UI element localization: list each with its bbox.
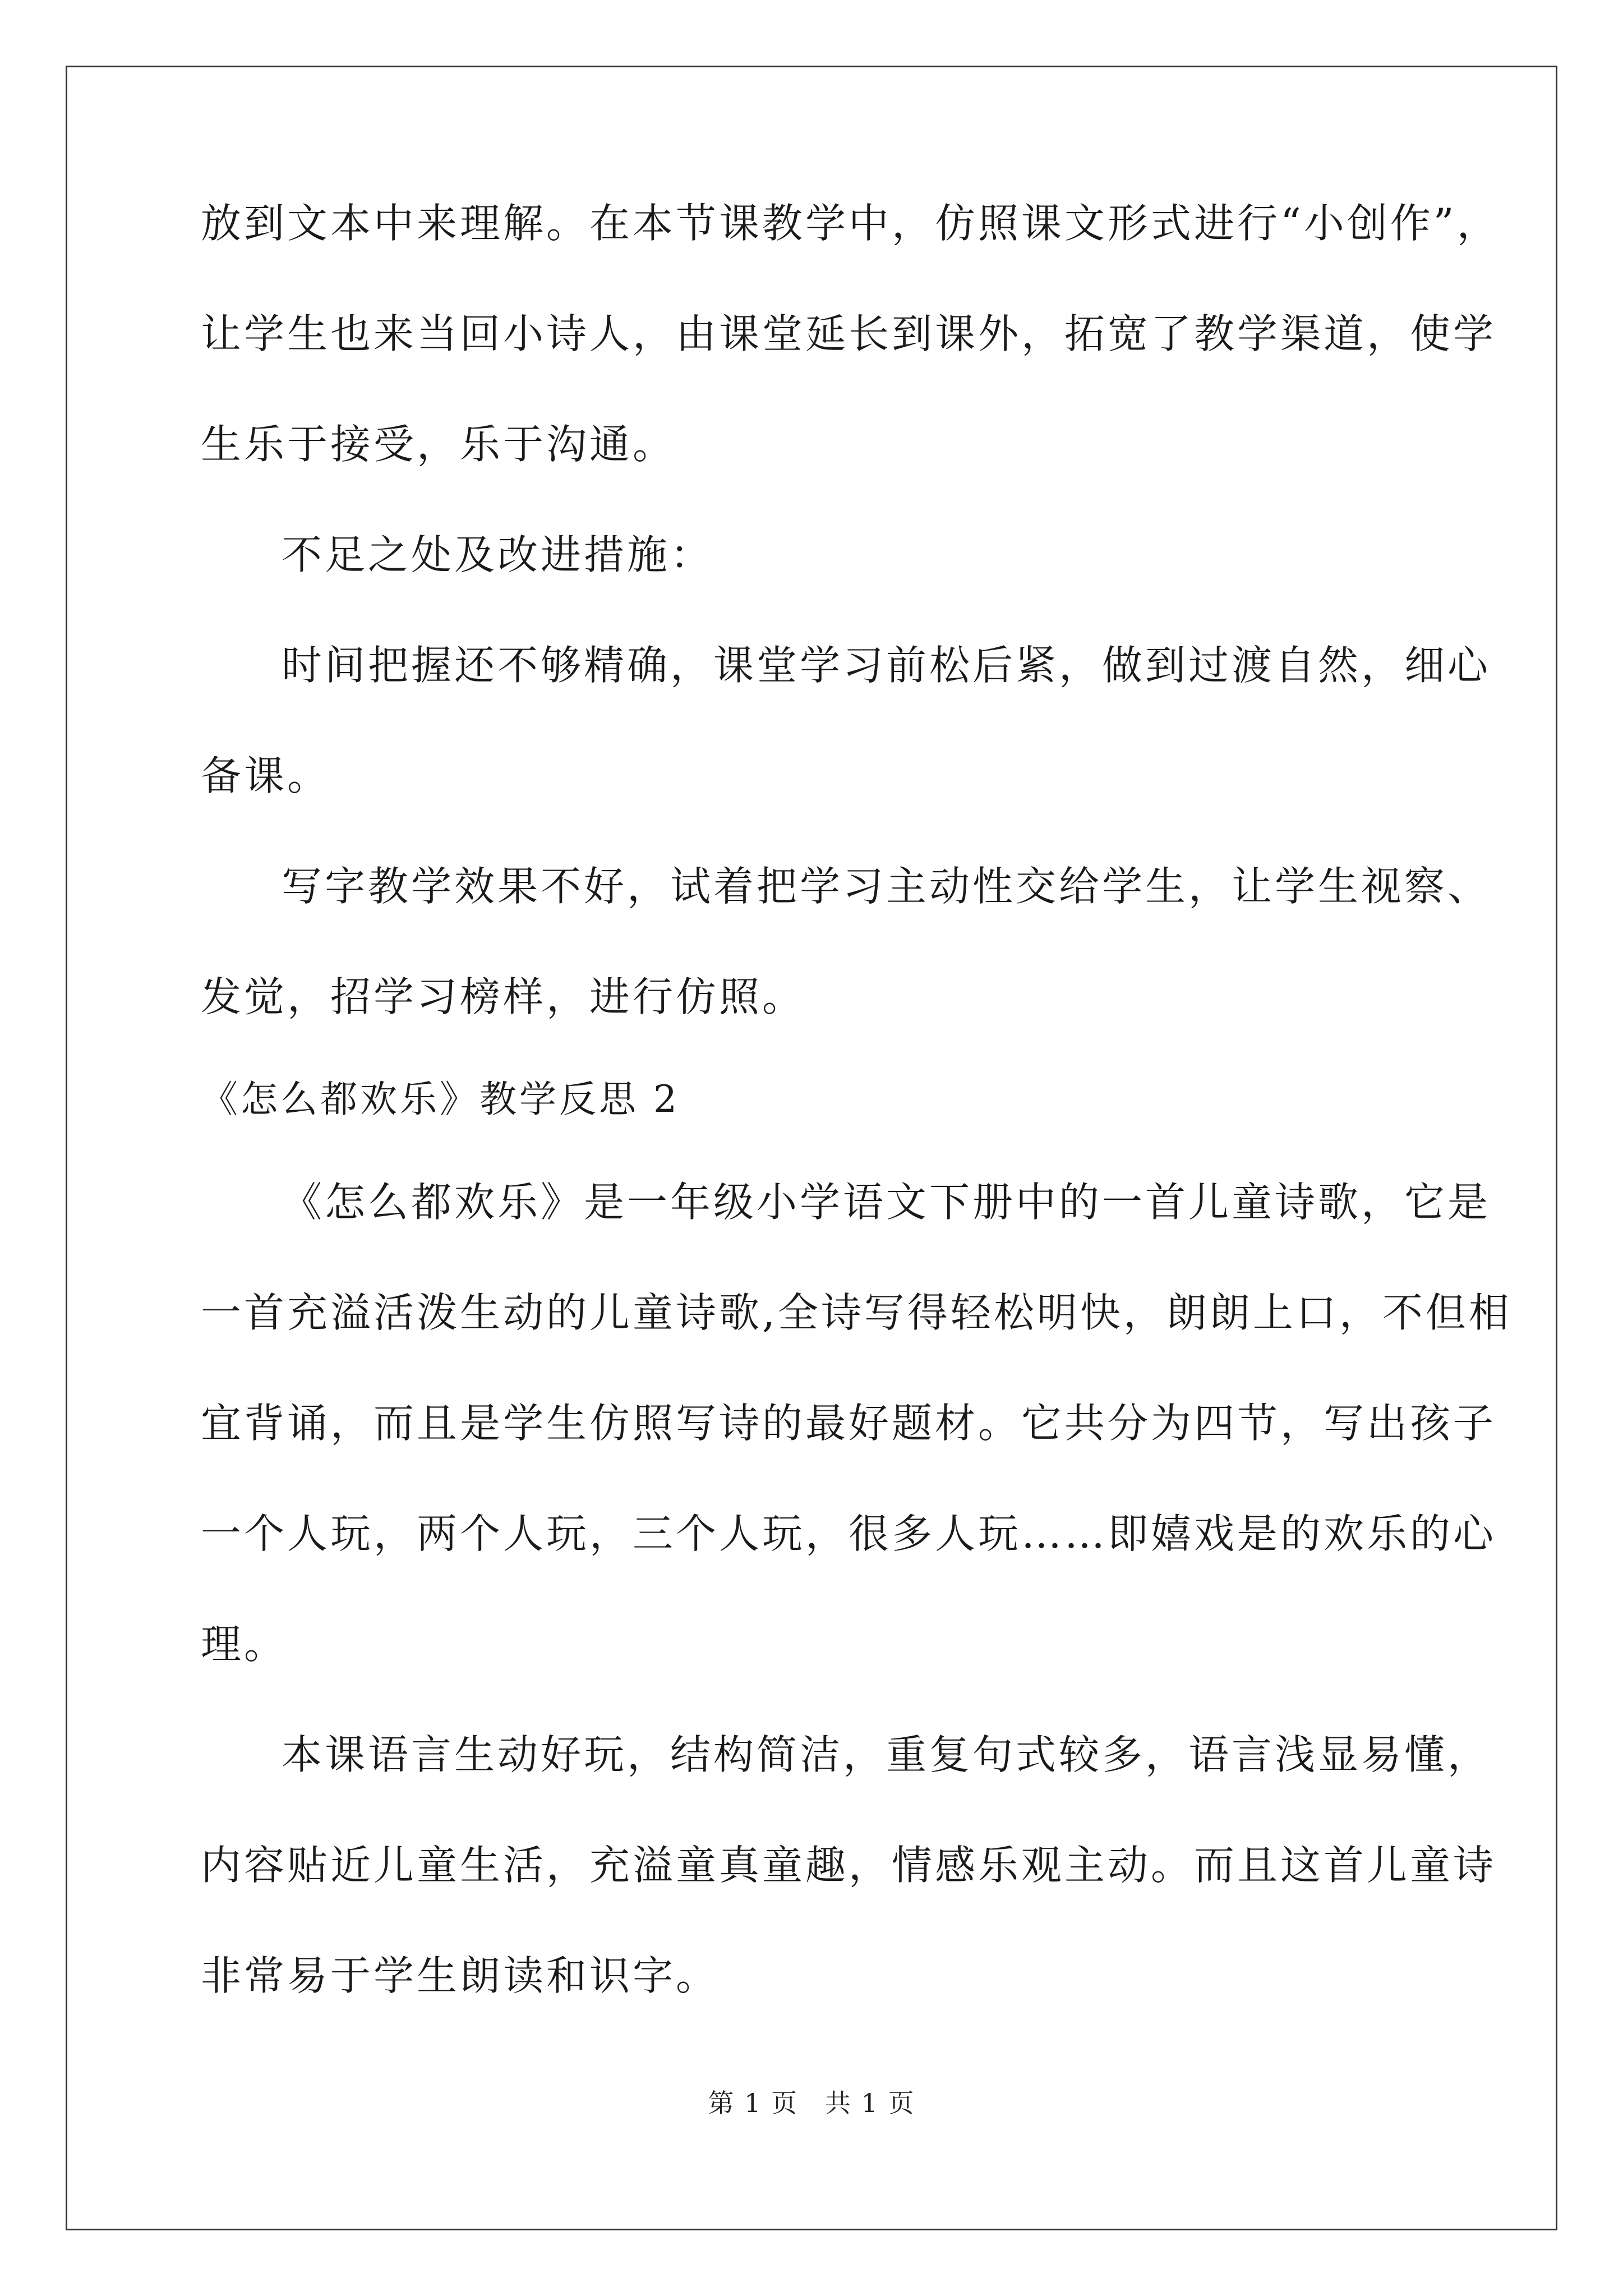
paragraph-line: 一个人玩，两个人玩，三个人玩，很多人玩……即嬉戏是的欢乐的心 <box>201 1510 1497 1557</box>
paragraph-line: 《怎么都欢乐》是一年级小学语文下册中的一首儿童诗歌，它是 <box>282 1179 1491 1226</box>
paragraph-line: 宜背诵，而且是学生仿照写诗的最好题材。它共分为四节，写出孩子 <box>201 1400 1497 1447</box>
section-heading: 不足之处及改进措施： <box>282 531 714 578</box>
paragraph-line: 发觉，招学习榜样，进行仿照。 <box>201 973 806 1020</box>
paragraph-line: 让学生也来当回小诗人，由课堂延长到课外，拓宽了教学渠道，使学 <box>201 310 1497 357</box>
paragraph-line: 本课语言生动好玩，结构简洁，重复句式较多，语言浅显易懂， <box>282 1731 1491 1778</box>
paragraph-line: 放到文本中来理解。在本节课教学中，仿照课文形式进行“小创作”， <box>201 200 1500 247</box>
paragraph-line: 内容贴近儿童生活，充溢童真童趣，情感乐观主动。而且这首儿童诗 <box>201 1842 1497 1889</box>
paragraph-line: 生乐于接受，乐于沟通。 <box>201 421 676 468</box>
paragraph-line: 备课。 <box>201 752 331 799</box>
paragraph-line: 理。 <box>201 1621 288 1668</box>
paragraph-line: 非常易于学生朗读和识字。 <box>201 1952 720 1999</box>
paragraph-line: 一首充溢活泼生动的儿童诗歌,全诗写得轻松明快，朗朗上口，不但相 <box>201 1289 1512 1336</box>
paragraph-line: 时间把握还不够精确，课堂学习前松后紧，做到过渡自然，细心 <box>282 642 1491 689</box>
article-title: 《怎么都欢乐》教学反思 2 <box>201 1078 680 1121</box>
page-number: 第 1 页 共 1 页 <box>708 2088 915 2118</box>
paragraph-line: 写字教学效果不好，试着把学习主动性交给学生，让学生视察、 <box>282 863 1491 910</box>
page-border <box>66 66 1557 2230</box>
